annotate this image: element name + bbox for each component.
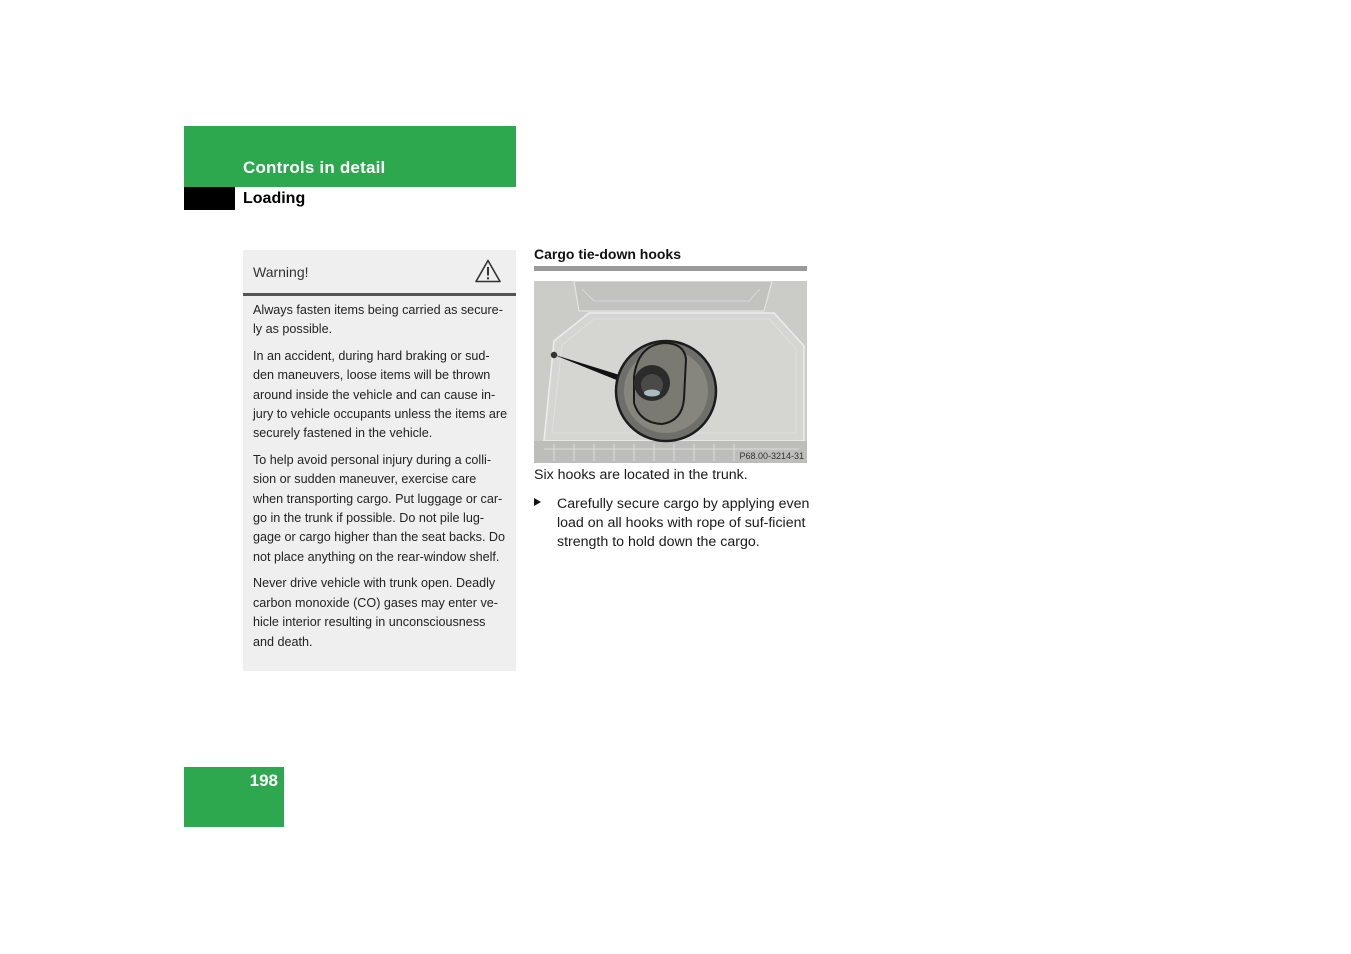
figure-code: P68.00-3214-31 xyxy=(739,451,804,461)
subsection-title: Loading xyxy=(243,190,306,207)
warning-paragraph: In an accident, during hard braking or sud-den maneuvers, loose items will be thrown around inside the vehicle and can cause in-jury to vehicle occupants unless the items are securely fastened in the vehicle. xyxy=(253,348,508,441)
instruction-item xyxy=(534,495,812,553)
warning-body xyxy=(243,296,516,652)
trunk-illustration xyxy=(534,281,807,463)
section-marker xyxy=(184,187,235,210)
warning-paragraph: Always fasten items being carried as secure-ly as possible. xyxy=(253,303,503,337)
warning-paragraph: To help avoid personal injury during a colli-sion or sudden maneuver, exercise care when transporting cargo. Put luggage or car-go in the trunk if possible. Do not pile lug-gage or cargo higher than the seat backs. Do not place anything on the rear-window shelf. xyxy=(253,452,506,564)
bullet-arrow-icon xyxy=(534,498,541,506)
warning-label: Warning! xyxy=(253,264,309,280)
instruction-text: Carefully secure cargo by applying even load on all hooks with rope of suf-ficient strength to hold down the cargo. xyxy=(557,496,810,551)
page-number-box xyxy=(184,767,284,827)
warning-box xyxy=(243,250,516,671)
intro-text: Six hooks are located in the trunk. xyxy=(534,467,748,483)
warning-triangle-icon xyxy=(475,259,501,283)
warning-header xyxy=(243,250,516,296)
heading-rule xyxy=(534,266,807,271)
warning-paragraph: Never drive vehicle with trunk open. Deadly carbon monoxide (CO) gases may enter ve-hicle interior resulting in unconsciousness and death. xyxy=(253,576,498,649)
page-number: 198 xyxy=(249,771,278,790)
trunk-drawing xyxy=(534,281,807,463)
section-title: Controls in detail xyxy=(243,158,386,177)
cargo-heading: Cargo tie-down hooks xyxy=(534,246,681,262)
